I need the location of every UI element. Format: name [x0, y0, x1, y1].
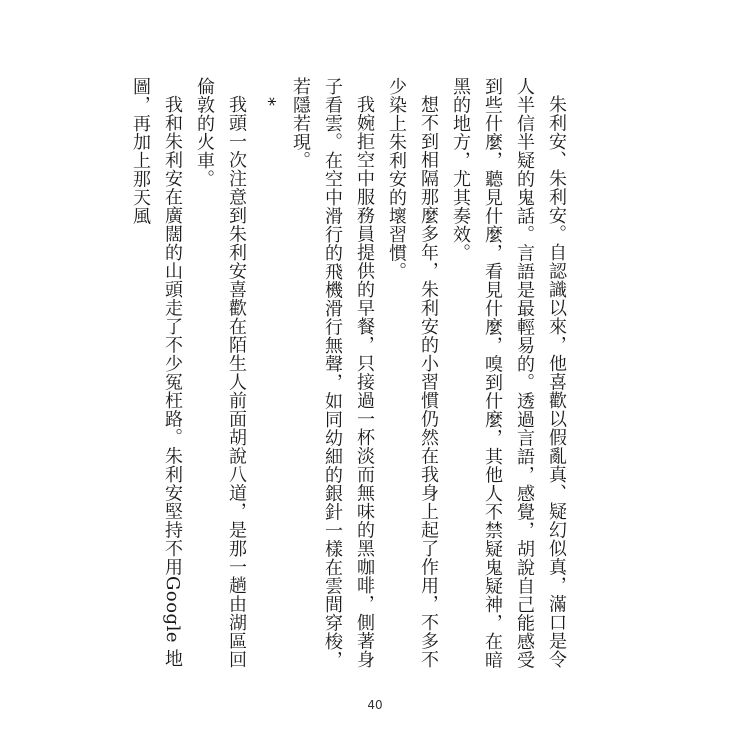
paragraph-5: 我和朱利安在廣闊的山頭走了不少冤枉路。朱利安堅持不用Google 地圖，再加上那天風: [130, 77, 183, 668]
vertical-text-body: [124, 77, 572, 677]
paragraph-4: 我頭一次注意到朱利安喜歡在陌生人前面胡說八道，是那一趟由湖區回倫敦的火車。: [194, 77, 247, 669]
paragraph-3: 我婉拒空中服務員提供的早餐，只接過一杯淡而無味的黑咖啡，側著身子看雲。在空中滑行的飛機滑行無聲，如同幼細的銀針一樣在雲間穿梭，若隱若現。: [290, 77, 375, 669]
page-number: 40: [367, 698, 383, 712]
paragraph-1: 朱利安、朱利安。自認識以來，他喜歡以假亂真、疑幻似真，滿口是令人半信半疑的鬼話。言語是最輕易的。透過言語，感覺，胡說自己能感受到些什麼，聽見什麼，看見什麼，嗅到什麼，其他人不禁疑鬼疑神，在暗黑的地方，尤其奏效。: [450, 77, 567, 669]
paragraph-2: 想不到相隔那麼多年，朱利安的小習慣仍然在我身上起了作用，不多不少染上朱利安的壞習慣。: [386, 77, 439, 669]
section-break-asterisk: *: [258, 97, 279, 107]
